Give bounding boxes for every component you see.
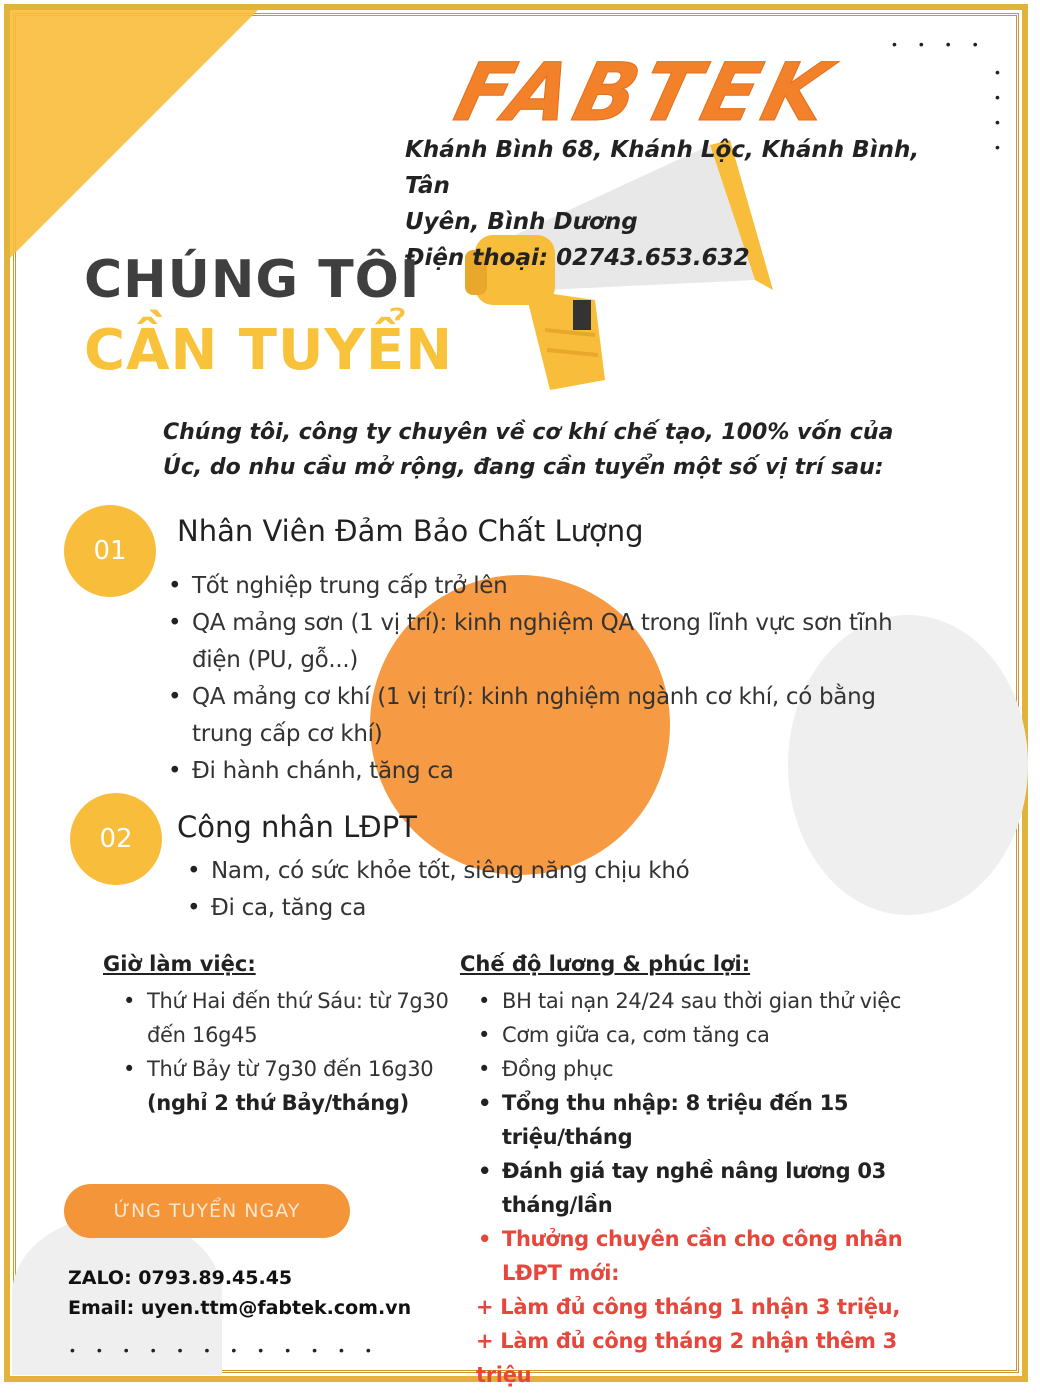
fabtek-logo: FABTEK [446, 46, 845, 139]
list-item: • BH tai nạn 24/24 sau thời gian thử việc [476, 984, 946, 1018]
job-requirements-list [166, 568, 926, 790]
list-item: • QA mảng cơ khí (1 vị trí): kinh nghiệm ngành cơ khí, có bằng trung cấp cơ khí) [166, 679, 926, 753]
company-address [405, 132, 965, 276]
job-number-badge: 01 [64, 505, 156, 597]
job-title: Nhân Viên Đảm Bảo Chất Lượng [177, 514, 644, 548]
address-line-1: Khánh Bình 68, Khánh Lộc, Khánh Bình, Tân [405, 137, 920, 199]
list-item: • Tốt nghiệp trung cấp trở lên [166, 568, 926, 605]
address-line-2: Uyên, Bình Dương [405, 209, 638, 235]
job-requirements-list [185, 853, 885, 927]
headline-line-2: CẦN TUYỂN [84, 318, 454, 383]
bonus-line-2: + Làm đủ công tháng 2 nhận thêm 3 triệu [476, 1329, 897, 1387]
list-item: • Đi hành chánh, tăng ca [166, 753, 926, 790]
apply-now-button[interactable]: ỨNG TUYỂN NGAY [64, 1184, 350, 1238]
dots-decoration-bottom: •••••••••••• [70, 1342, 393, 1358]
corner-triangle-decoration [10, 10, 258, 258]
job-number-badge: 02 [70, 793, 162, 885]
list-item: • Đánh giá tay nghề nâng lương 03 tháng/lần [476, 1154, 946, 1222]
list-item: • Thứ Hai đến thứ Sáu: từ 7g30 đến 16g45 [121, 984, 451, 1052]
dots-decoration-vertical: • • • • [995, 64, 1000, 155]
list-item: • Tổng thu nhập: 8 triệu đến 15 triệu/tháng [476, 1086, 946, 1154]
list-item: • QA mảng sơn (1 vị trí): kinh nghiệm QA trong lĩnh vực sơn tĩnh điện (PU, gỗ...) [166, 605, 926, 679]
list-item: • Nam, có sức khỏe tốt, siêng năng chịu khó [185, 853, 885, 890]
list-item [121, 1052, 451, 1120]
dots-decoration: •••• [892, 36, 1000, 52]
list-item-bonus: • Thưởng chuyên cần cho công nhân LĐPT mới: [476, 1222, 946, 1290]
bonus-line-1: + Làm đủ công tháng 1 nhận 3 triệu, [476, 1295, 901, 1319]
hours-saturday: Thứ Bảy từ 7g30 đến 16g30 [147, 1057, 434, 1081]
job-title: Công nhân LĐPT [177, 810, 417, 844]
benefits-title: Chế độ lương & phúc lợi: [460, 952, 751, 976]
intro-line-1: Chúng tôi, công ty chuyên về cơ khí chế tạo, 100% vốn của [163, 420, 894, 445]
intro-line-2: Úc, do nhu cầu mở rộng, đang cần tuyển một số vị trí sau: [163, 455, 884, 480]
list-item: • Đồng phục [476, 1052, 946, 1086]
headline-line-1: CHÚNG TÔI [84, 250, 421, 310]
list-item: • Đi ca, tăng ca [185, 890, 885, 927]
working-hours-title: Giờ làm việc: [103, 952, 256, 976]
list-item: • Cơm giữa ca, cơm tăng ca [476, 1018, 946, 1052]
benefits-list [476, 984, 946, 1392]
email-contact: Email: uyen.ttm@fabtek.com.vn [68, 1297, 412, 1319]
hours-saturday-note: (nghỉ 2 thứ Bảy/tháng) [147, 1091, 409, 1115]
intro-text [163, 415, 943, 485]
zalo-contact: ZALO: 0793.89.45.45 [68, 1267, 293, 1289]
phone-number: Điện thoại: 02743.653.632 [405, 245, 750, 271]
working-hours-list [121, 984, 451, 1120]
